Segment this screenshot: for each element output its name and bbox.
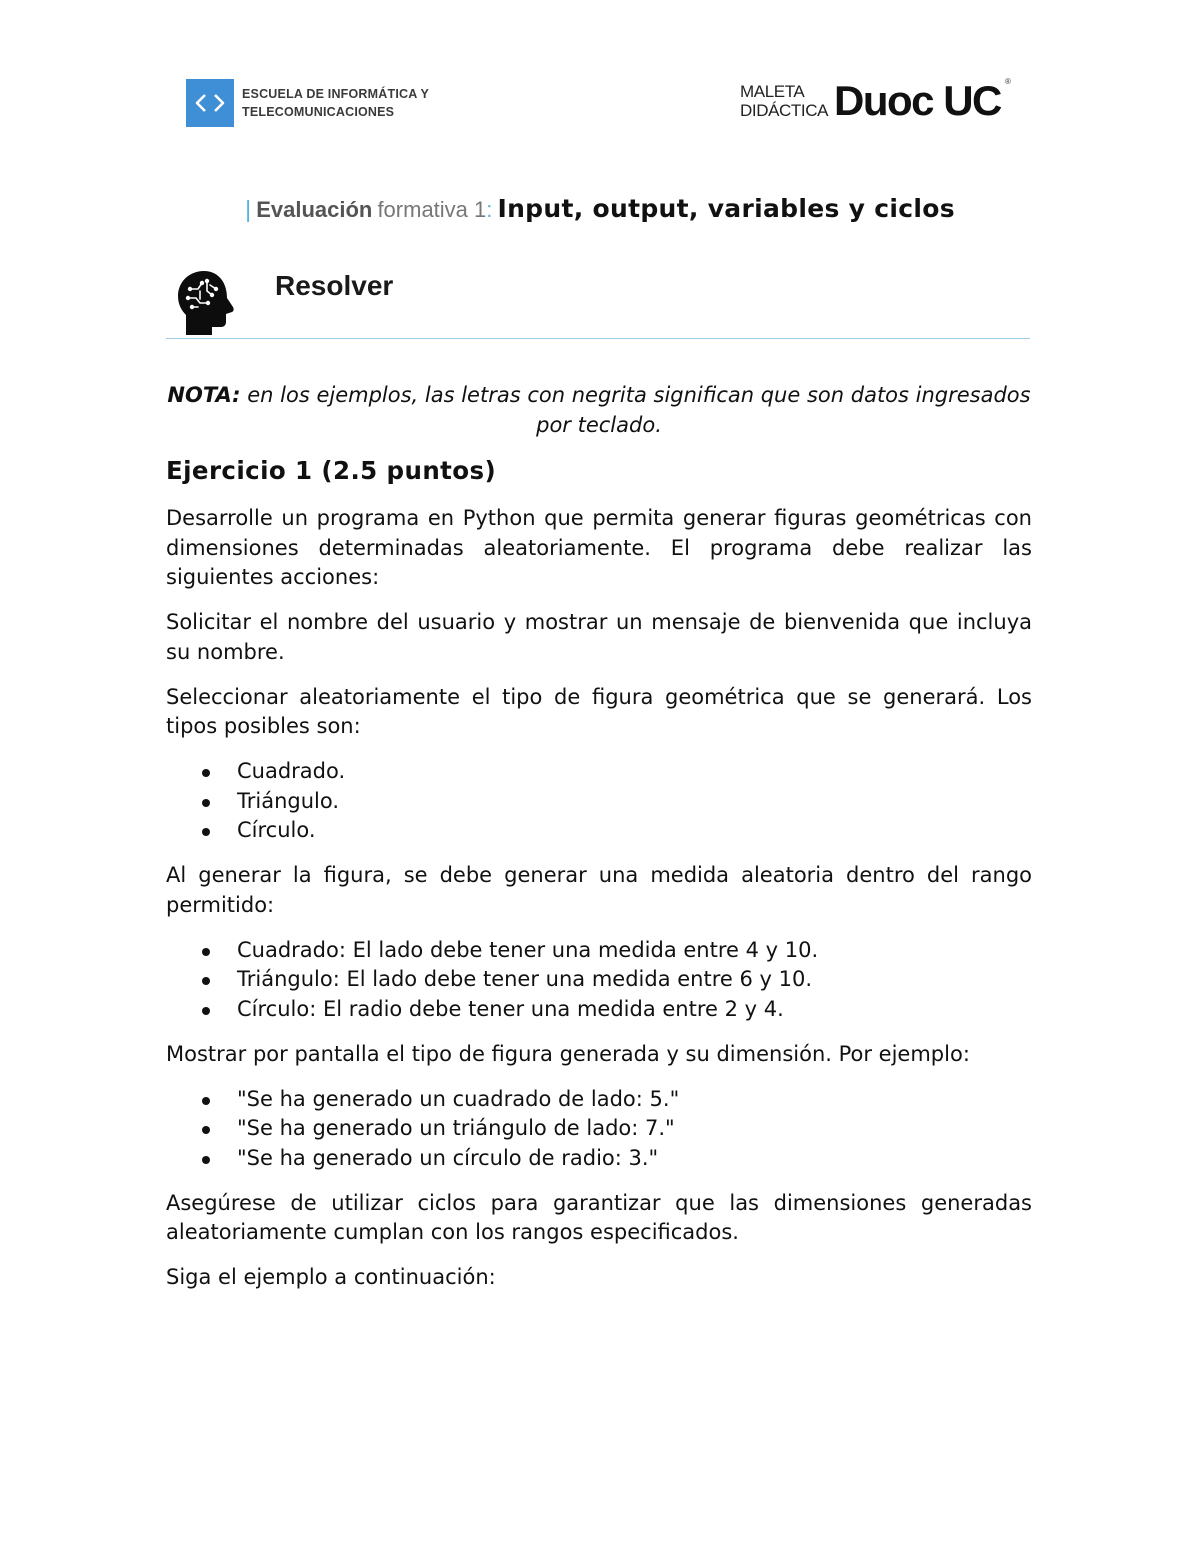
list-item-text: Círculo. — [237, 818, 316, 842]
school-name — [242, 85, 429, 121]
title-accent-bar: | — [245, 196, 252, 222]
bullet-icon — [202, 1156, 210, 1164]
section-header — [166, 262, 1030, 339]
document-title — [0, 194, 1200, 223]
brand-name — [834, 77, 1011, 125]
brand-subtitle-line-1: MALETA — [740, 82, 805, 101]
list-item — [166, 1144, 1032, 1174]
example-list — [166, 1085, 1032, 1174]
list-item — [166, 936, 1032, 966]
title-evaluation: Evaluación — [256, 197, 373, 222]
list-item-text: "Se ha generado un cuadrado de lado: 5." — [237, 1086, 680, 1111]
list-item — [166, 1085, 1032, 1115]
title-formative: formativa 1 — [377, 197, 487, 222]
list-item-text: Triángulo. — [237, 788, 340, 813]
code-brackets-icon — [186, 79, 234, 127]
page-header — [0, 0, 1200, 160]
bullet-icon — [202, 799, 210, 807]
bullet-icon — [202, 769, 210, 777]
brand-subtitle-line-2: DIDÁCTICA — [740, 101, 829, 120]
section-label: Resolver — [275, 270, 394, 301]
paragraph-shape-select: Seleccionar aleatoriamente el tipo de figura geométrica que se generará. Los tipos posibles son: — [166, 684, 1032, 738]
title-topic: Input, output, variables y ciclos — [497, 194, 955, 223]
brand-name-text: Duoc UC — [834, 77, 1001, 124]
list-item — [166, 965, 1032, 995]
note-text: en los ejemplos, las letras con negrita significan que son datos ingresados por teclado. — [247, 383, 1031, 437]
bullet-icon — [202, 948, 210, 956]
paragraph-loops: Asegúrese de utilizar ciclos para garantizar que las dimensiones generadas aleatoriamente cumplan con los rangos especificados. — [166, 1190, 1032, 1244]
bullet-icon — [202, 828, 210, 836]
list-item-text: "Se ha generado un triángulo de lado: 7." — [237, 1116, 675, 1140]
exercise-body — [166, 453, 1032, 1308]
brand-logo — [740, 76, 1011, 126]
paragraph-follow-example: Siga el ejemplo a continuación: — [166, 1265, 496, 1289]
school-logo — [186, 78, 429, 128]
range-list — [166, 936, 1032, 1025]
paragraph-username: Solicitar el nombre del usuario y mostrar un mensaje de bienvenida que incluya su nombre. — [166, 610, 1032, 664]
list-item — [166, 1114, 1032, 1144]
title-colon: : — [486, 197, 493, 222]
list-item — [166, 757, 1032, 787]
list-item-text: Cuadrado: El lado debe tener una medida entre 4 y 10. — [237, 937, 819, 962]
paragraph-range: Al generar la figura, se debe generar una medida aleatoria dentro del rango permitido: — [166, 863, 1032, 917]
exercise-heading: Ejercicio 1 (2.5 puntos) — [166, 456, 497, 485]
bullet-icon — [202, 977, 210, 985]
thinking-head-icon — [176, 269, 236, 337]
note — [166, 381, 1032, 440]
paragraph-output: Mostrar por pantalla el tipo de figura generada y su dimensión. Por ejemplo: — [166, 1041, 970, 1066]
note-label: NOTA: — [167, 383, 241, 407]
list-item — [166, 816, 1032, 846]
school-name-line-1: ESCUELA DE INFORMÁTICA Y — [242, 87, 429, 101]
list-item-text: Círculo: El radio debe tener una medida entre 2 y 4. — [237, 996, 784, 1021]
list-item — [166, 995, 1032, 1025]
school-name-line-2: TELECOMUNICACIONES — [242, 105, 395, 119]
shape-list — [166, 757, 1032, 846]
registered-mark: ® — [1004, 77, 1011, 86]
list-item-text: Triángulo: El lado debe tener una medida entre 6 y 10. — [237, 967, 813, 991]
paragraph-intro: Desarrolle un programa en Python que permita generar figuras geométricas con dimensiones determinadas aleatoriamente. El programa debe realizar las siguientes acciones: — [166, 506, 1032, 589]
list-item — [166, 787, 1032, 817]
brand-subtitle — [740, 82, 828, 120]
list-item-text: Cuadrado. — [237, 759, 346, 783]
bullet-icon — [202, 1007, 210, 1015]
list-item-text: "Se ha generado un círculo de radio: 3." — [237, 1145, 659, 1170]
bullet-icon — [202, 1126, 210, 1134]
bullet-icon — [202, 1097, 210, 1105]
